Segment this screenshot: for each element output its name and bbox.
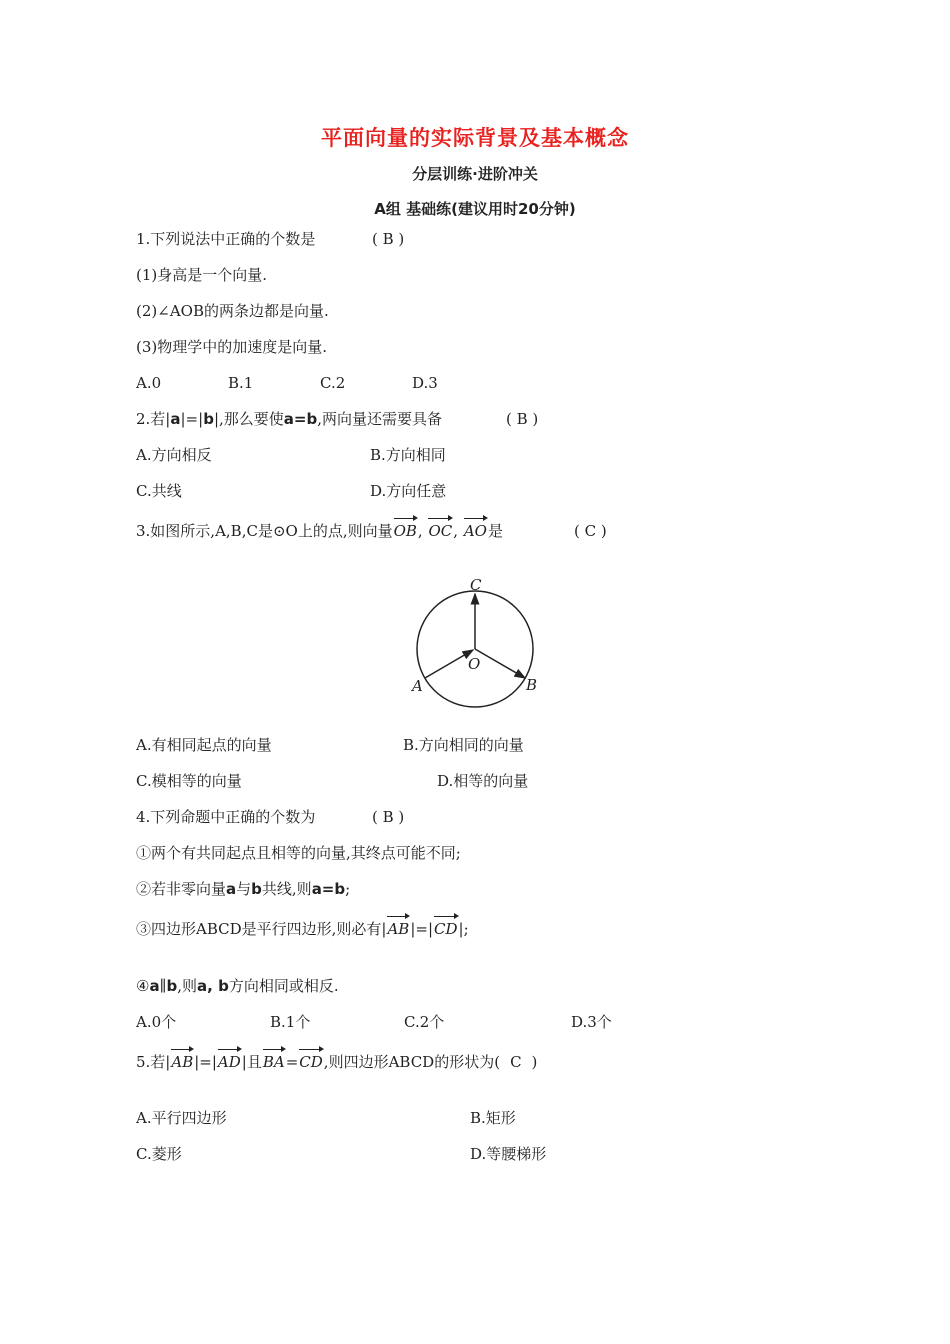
label-a: A xyxy=(412,677,423,695)
q5-answer: C xyxy=(510,1053,522,1071)
q4-option-a: A.0个 xyxy=(136,1013,177,1031)
page-title: 平面向量的实际背景及基本概念 xyxy=(321,126,629,150)
q4-stem: 4.下列命题中正确的个数为 xyxy=(136,808,316,826)
q3-option-a: A.有相同起点的向量 xyxy=(136,736,272,754)
page-subtitle: 分层训练·进阶冲关 xyxy=(412,165,538,183)
q2-option-c: C.共线 xyxy=(136,482,182,500)
q1-option-a: A.0 xyxy=(136,374,162,392)
q3-option-b: B.方向相同的向量 xyxy=(403,736,524,754)
vector-ob-line xyxy=(475,649,525,678)
q3-answer: ( C ) xyxy=(574,522,607,540)
q5-option-d: D.等腰梯形 xyxy=(470,1145,547,1163)
q2-option-a: A.方向相反 xyxy=(136,446,212,464)
q3-option-d: D.相等的向量 xyxy=(437,772,529,790)
q4-item-2: ②若非零向量a与b共线,则a=b; xyxy=(136,880,351,898)
q2-stem: 2.若|a|=|b|,那么要使a=b,两向量还需要具备 xyxy=(136,410,442,428)
label-o: O xyxy=(468,655,481,673)
q2-option-d: D.方向任意 xyxy=(370,482,447,500)
vector-ad: AD xyxy=(217,1053,241,1071)
q3-option-c: C.模相等的向量 xyxy=(136,772,242,790)
q3-stem: 3.如图所示,A,B,C是⊙O上的点,则向量OB, OC, AO是 xyxy=(136,522,503,540)
label-b: B xyxy=(526,676,538,694)
q2-answer: ( B ) xyxy=(506,410,539,428)
q1-option-c: C.2 xyxy=(320,374,346,392)
q1-option-b: B.1 xyxy=(228,374,254,392)
q4-answer: ( B ) xyxy=(372,808,405,826)
section-heading: A组 基础练(建议用时20分钟) xyxy=(374,200,576,218)
q4-item-1: ①两个有共同起点且相等的向量,其终点可能不同; xyxy=(136,844,461,862)
q1-stem: 1.下列说法中正确的个数是 xyxy=(136,230,316,248)
vector-ab-q5: AB xyxy=(171,1053,194,1071)
q2-option-b: B.方向相同 xyxy=(370,446,446,464)
vector-ao: AO xyxy=(463,522,487,540)
q4-option-b: B.1个 xyxy=(270,1013,311,1031)
vector-ba: BA xyxy=(262,1053,285,1071)
vector-ao-line xyxy=(425,650,473,678)
q5-option-c: C.菱形 xyxy=(136,1145,182,1163)
q1-option-d: D.3 xyxy=(412,374,438,392)
q5-option-a: A.平行四边形 xyxy=(136,1109,227,1127)
q4-item-3: ③四边形ABCD是平行四边形,则必有|AB|=|CD|; xyxy=(136,920,469,938)
q1-item-1: (1)身高是一个向量. xyxy=(136,266,268,284)
circle-figure xyxy=(400,570,560,710)
q5-option-b: B.矩形 xyxy=(470,1109,516,1127)
q1-answer: ( B ) xyxy=(372,230,405,248)
vector-oc: OC xyxy=(428,522,453,540)
vector-ob: OB xyxy=(393,522,417,540)
q5-stem: 5.若|AB|=|AD|且BA=CD,则四边形ABCD的形状为( C ) xyxy=(136,1053,538,1071)
q1-item-3: (3)物理学中的加速度是向量. xyxy=(136,338,328,356)
vector-ab: AB xyxy=(387,920,410,938)
q1-item-2: (2)∠AOB的两条边都是向量. xyxy=(136,302,329,320)
q4-item-4: ④a∥b,则a, b方向相同或相反. xyxy=(136,977,339,995)
label-c: C xyxy=(470,576,482,594)
vector-cd: CD xyxy=(434,920,458,938)
q4-option-d: D.3个 xyxy=(571,1013,612,1031)
vector-cd-q5: CD xyxy=(299,1053,323,1071)
q4-option-c: C.2个 xyxy=(404,1013,445,1031)
